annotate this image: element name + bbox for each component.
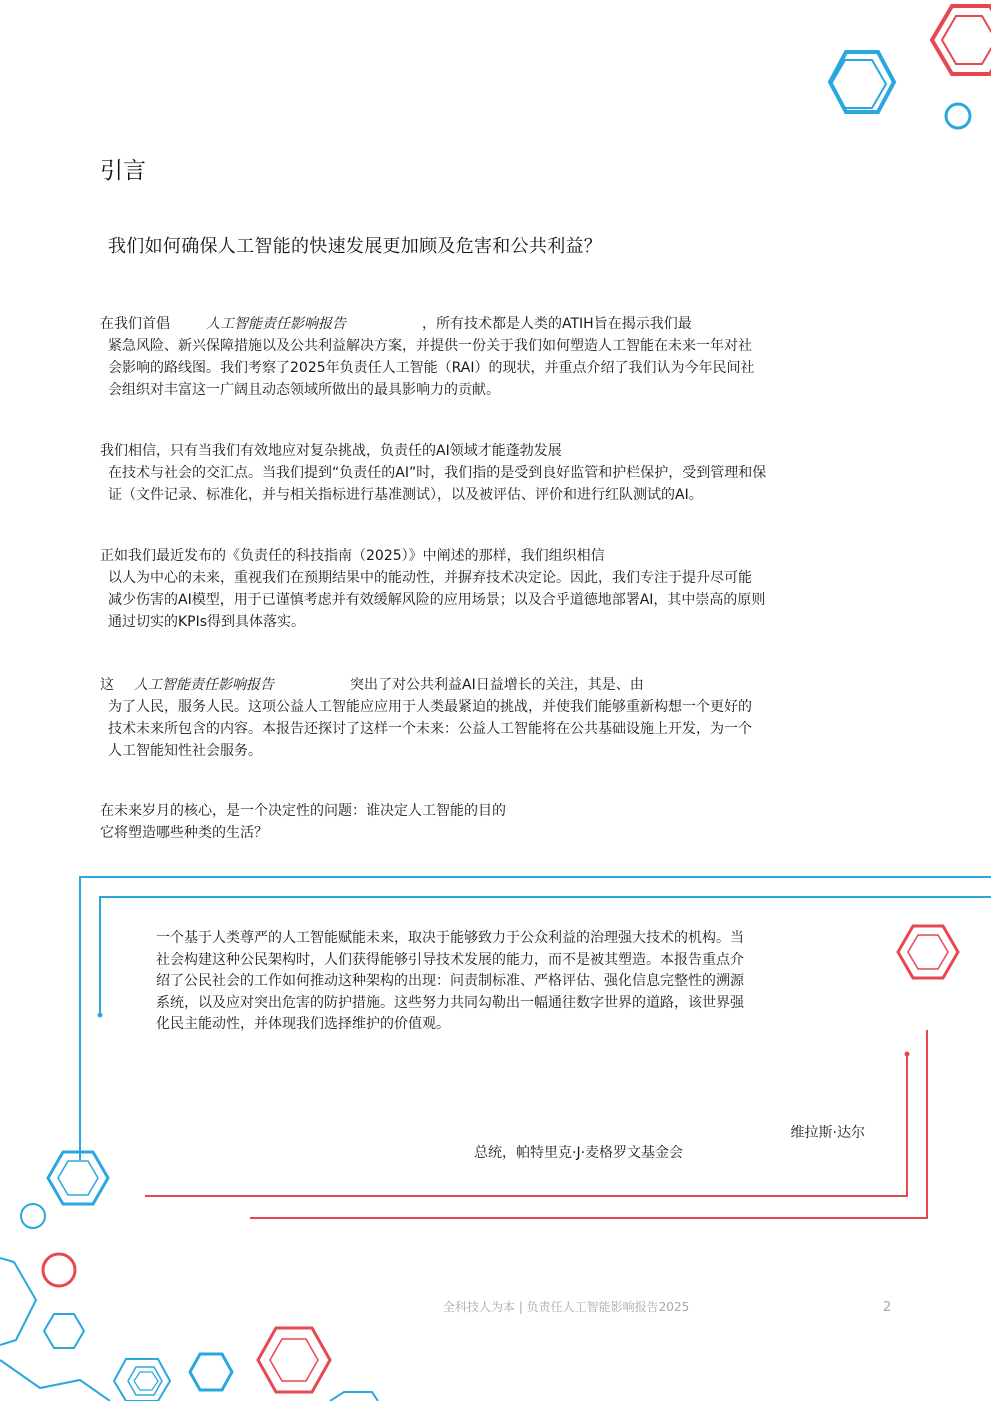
paragraph-line: 我们相信，只有当我们有效地应对复杂挑战，负责任的AI领域才能蓬勃发展 bbox=[100, 443, 562, 459]
paragraph-line: 它将塑造哪些种类的生活？ bbox=[100, 825, 268, 841]
page-footer: 全科技人为本 | 负责任人工智能影响报告2025 bbox=[443, 1300, 690, 1314]
paragraph-line: 以人为中心的未来，重视我们在预期结果中的能动性，并摒弃技术决定论。因此，我们专注于提升尽可能 bbox=[108, 570, 752, 586]
paragraph-2 bbox=[100, 440, 766, 506]
paragraph-3 bbox=[100, 545, 765, 633]
paragraph-line: 在技术与社会的交汇点。当我们提到“负责任的AI”时，我们指的是受到良好监管和护栏保护，受到管理和保 bbox=[108, 465, 767, 481]
paragraph-1-rest: ，所有技术都是人类的ATIH旨在揭示我们最 bbox=[422, 316, 692, 332]
pull-quote bbox=[156, 928, 856, 1036]
paragraph-5 bbox=[100, 800, 506, 844]
paragraph-line: 在未来岁月的核心，是一个决定性的问题：谁决定人工智能的目的 bbox=[100, 803, 506, 819]
page-title: 引言 bbox=[100, 158, 146, 184]
quote-line: 绍了公民社会的工作如何推动这种架构的出现：问责制标准、严格评估、强化信息完整性的溯源 bbox=[156, 973, 744, 989]
paragraph-line: 紧急风险、新兴保障措施以及公共利益解决方案，并提供一份关于我们如何塑造人工智能在未来一年对社 bbox=[108, 338, 752, 354]
paragraph-line: 证（文件记录、标准化，并与相关指标进行基准测试），以及被评估、评价和进行红队测试的AI。 bbox=[108, 487, 703, 503]
paragraph-line: 为了人民，服务人民。这项公益人工智能应应用于人类最紧迫的挑战，并使我们能够重新构想一个更好的 bbox=[108, 699, 752, 715]
quote-affiliation: 总统，帕特里克·J·麦格罗文基金会 bbox=[474, 1145, 684, 1161]
paragraph-4-rest: 突出了对公共利益AI日益增长的关注，其是、由 bbox=[350, 677, 644, 693]
hexagon-icon bbox=[898, 926, 958, 978]
quote-line: 一个基于人类尊严的人工智能赋能未来，取决于能够致力于公众利益的治理强大技术的机构。当 bbox=[156, 930, 744, 946]
section-question: 我们如何确保人工智能的快速发展更加顾及危害和公共利益？ bbox=[108, 236, 603, 257]
hexagon-icon bbox=[0, 1258, 378, 1401]
quote-line: 社会构建这种公民架构时，人们获得能够引导技术发展的能力，而不是被其塑造。本报告重点介 bbox=[156, 951, 744, 968]
report-title-emphasis: 人工智能责任影响报告 bbox=[206, 316, 346, 332]
paragraph-line: 技术未来所包含的内容。本报告还探讨了这样一个未来：公益人工智能将在公共基础设施上开发，为一个 bbox=[108, 721, 752, 737]
paragraph-1 bbox=[100, 313, 755, 401]
paragraph-4 bbox=[100, 674, 752, 762]
paragraph-line: 会影响的路线图。我们考察了2025年负责任人工智能（RAI）的现状，并重点介绍了我们认为今年民间社 bbox=[108, 360, 755, 376]
paragraph-line: 人工智能知性社会服务。 bbox=[108, 743, 262, 759]
paragraph-1-lead: 在我们首倡 bbox=[100, 316, 170, 332]
circle-icon bbox=[21, 1204, 45, 1228]
circle-icon bbox=[43, 1254, 75, 1286]
quote-line: 化民主能动性，并体现我们选择维护的价值观。 bbox=[156, 1016, 450, 1032]
paragraph-4-lead: 这 bbox=[100, 677, 114, 693]
report-title-emphasis: 人工智能责任影响报告 bbox=[134, 677, 274, 693]
paragraph-line: 正如我们最近发布的《负责任的科技指南（2025）》中阐述的那样，我们组织相信 bbox=[100, 548, 605, 564]
paragraph-line: 通过切实的KPIs得到具体落实。 bbox=[108, 614, 306, 630]
paragraph-line: 减少伤害的AI模型，用于已谨慎考虑并有效缓解风险的应用场景；以及合乎道德地部署AI，其中崇高的原则 bbox=[108, 592, 766, 608]
quote-author: 维拉斯·达尔 bbox=[790, 1125, 865, 1141]
page-number: 2 bbox=[883, 1300, 892, 1315]
hexagon-icon bbox=[942, 16, 991, 64]
hexagon-icon bbox=[48, 1152, 108, 1204]
paragraph-line: 会组织对丰富这一广阔且动态领域所做出的最具影响力的贡献。 bbox=[108, 382, 500, 398]
hexagon-icon bbox=[258, 1328, 330, 1392]
circle-icon bbox=[946, 104, 970, 128]
quote-line: 系统，以及应对突出危害的防护措施。这些努力共同勾勒出一幅通往数字世界的道路，该世界强 bbox=[156, 994, 744, 1011]
